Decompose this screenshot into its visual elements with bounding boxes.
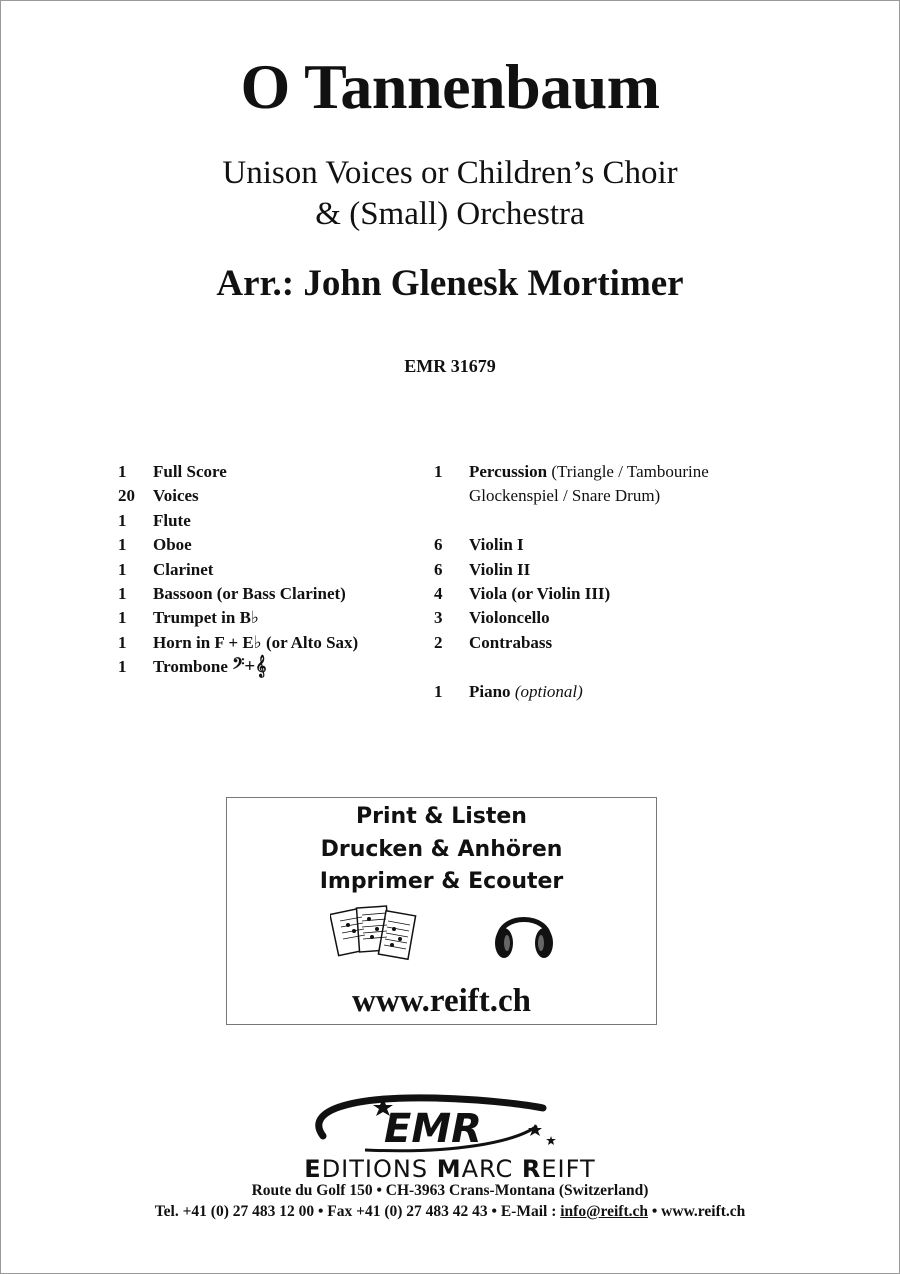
instrument-row: [118, 655, 418, 679]
instrument-name: Horn in F + E♭ (or Alto Sax): [153, 632, 359, 652]
instrument-row: [118, 606, 418, 630]
instrument-row: [118, 533, 418, 557]
promo-url[interactable]: www.reift.ch: [351, 983, 532, 1019]
instrument-qty: 1: [118, 559, 127, 579]
instrument-qty: 1: [118, 584, 127, 604]
instrument-name: Trombone: [153, 657, 228, 677]
instrument-qty: 1: [118, 608, 127, 628]
svg-text:EMR: EMR: [384, 1106, 482, 1152]
instrument-qty: 2: [434, 632, 443, 652]
instrument-name: Flute: [153, 510, 191, 530]
instrument-note: Glockenspiel / Snare Drum): [469, 486, 661, 506]
instrument-qty: 6: [434, 535, 443, 555]
instrument-qty: 4: [434, 584, 443, 604]
publisher-name-part: EIFT: [541, 1155, 596, 1183]
instrument-name: Bassoon (or Bass Clarinet): [153, 584, 346, 604]
instrument-row: [118, 558, 418, 582]
instrument-qty: 1: [118, 632, 127, 652]
instrument-qty: 1: [118, 535, 127, 555]
instrument-name: Violin II: [469, 559, 531, 579]
print-listen-box: [226, 797, 657, 1025]
catalog-number: EMR 31679: [404, 356, 496, 376]
instrument-name: Full Score: [153, 462, 227, 481]
instrument-name: Viola (or Violin III): [469, 584, 611, 604]
page-title: O Tannenbaum: [240, 51, 660, 122]
instrument-qty: 1: [434, 462, 443, 481]
publisher-initial-m: M: [436, 1155, 462, 1183]
instrument-qty: 20: [118, 486, 135, 506]
instrument-qty: 1: [118, 462, 127, 481]
instrument-note: (Triangle / Tambourine: [551, 462, 709, 481]
instrument-row: [434, 631, 794, 655]
contact-phone-fax: Tel. +41 (0) 27 483 12 00 • Fax +41 (0) 27 483 42 43 • E-Mail :: [154, 1203, 561, 1220]
instrument-name: Piano: [469, 681, 511, 701]
promo-line-fr: Imprimer & Ecouter: [319, 869, 564, 894]
publisher-initial-r: R: [521, 1155, 542, 1183]
instrument-note: (optional): [514, 681, 583, 701]
sheet-music-icon: [330, 901, 422, 973]
promo-line-de: Drucken & Anhören: [320, 836, 563, 862]
instrument-qty: 1: [118, 657, 127, 677]
promo-line-en: Print & Listen: [356, 804, 527, 829]
publisher-initial-e: E: [304, 1155, 322, 1183]
instrument-qty: 3: [434, 608, 443, 628]
instrument-name: Clarinet: [153, 559, 214, 579]
instrument-row: [118, 460, 418, 484]
instrument-row-continuation: [434, 484, 794, 508]
instrument-qty: 1: [434, 681, 443, 701]
publisher-name: [0, 1155, 900, 1183]
publisher-contact: [0, 1203, 900, 1221]
instrument-row: [434, 606, 794, 630]
instrument-row: [434, 680, 794, 704]
email-link[interactable]: info@reift.ch: [560, 1203, 648, 1220]
contact-website: • www.reift.ch: [648, 1203, 746, 1220]
instrument-name: Percussion: [469, 462, 548, 481]
instrument-row: [434, 582, 794, 606]
clef-icon: 𝄢+𝄞: [232, 656, 267, 678]
instrumentation-left-column: [118, 460, 418, 680]
instrument-qty: 1: [118, 510, 127, 530]
emr-logo-icon: [305, 1092, 565, 1158]
instrument-row: [434, 460, 794, 484]
arranger: Arr.: John Glenesk Mortimer: [216, 263, 684, 304]
instrument-row: [434, 558, 794, 582]
subtitle-line-1: Unison Voices or Children’s Choir: [222, 155, 678, 191]
instrument-name: Trumpet in B♭: [153, 608, 259, 628]
instrument-name: Contrabass: [469, 632, 553, 652]
publisher-name-part: ARC: [461, 1155, 522, 1183]
instrumentation-right-column: [434, 460, 794, 704]
instrument-row: [434, 533, 794, 557]
publisher-name-part: DITIONS: [321, 1155, 437, 1183]
publisher-address: Route du Golf 150 • CH-3963 Crans-Montana (Switzerland): [251, 1182, 649, 1199]
instrument-name: Oboe: [153, 535, 192, 555]
instrument-row: [118, 582, 418, 606]
headphones-icon: [489, 899, 559, 965]
instrument-qty: 6: [434, 559, 443, 579]
instrument-row: [118, 484, 418, 508]
instrument-row: [118, 509, 418, 533]
instrument-row: [118, 631, 418, 655]
instrument-name: Violin I: [469, 535, 524, 555]
instrument-name: Voices: [153, 486, 199, 506]
instrument-name: Violoncello: [469, 608, 550, 628]
subtitle-line-2: & (Small) Orchestra: [315, 196, 585, 232]
